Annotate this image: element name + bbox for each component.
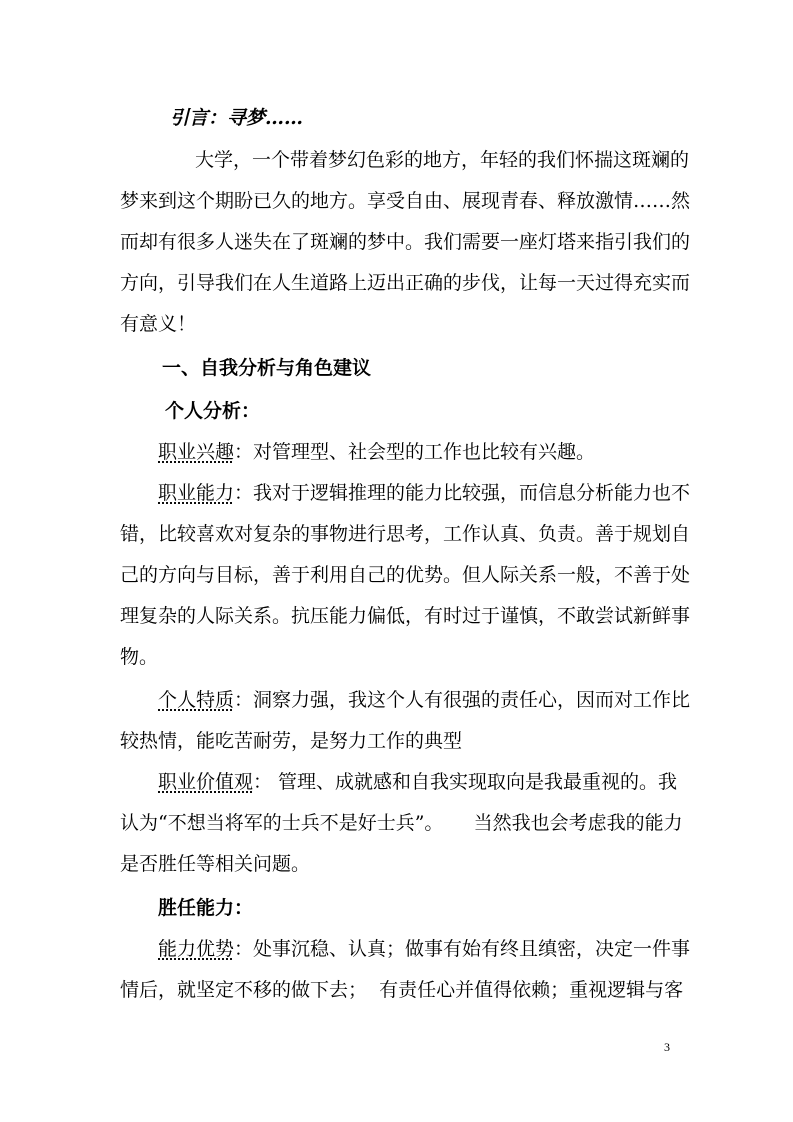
subsection-heading: 胜任能力： [158, 897, 254, 919]
intro-title: 引言：寻梦…… [170, 107, 304, 129]
personal-traits-text: ：洞察力强，我这个人有很强的责任心，因而对工作比 [234, 689, 691, 711]
intro-paragraph-line: 有意义！ [120, 313, 197, 335]
career-values-line: 认为“不想当将军的士兵不是好士兵”。 当然我也会考虑我的能力 [120, 812, 683, 834]
career-ability-paragraph [158, 481, 691, 505]
page-number: 3 [664, 1040, 670, 1054]
career-values-paragraph [158, 770, 680, 794]
personal-traits-label: 个人特质 [158, 689, 235, 711]
intro-paragraph-line: 大学，一个带着梦幻色彩的地方，年轻的我们怀揣这斑斓的 [195, 149, 690, 171]
career-interest-paragraph [158, 440, 680, 464]
personal-traits-line: 较热情，能吃苦耐劳，是努力工作的典型 [120, 730, 463, 752]
career-ability-label: 职业能力 [158, 482, 235, 504]
career-ability-line: 错，比较喜欢对复杂的事物进行思考，工作认真、负责。善于规划自 [120, 523, 691, 545]
career-interest-label: 职业兴趣 [158, 441, 235, 463]
ability-strength-paragraph [158, 937, 691, 961]
ability-strength-label: 能力优势 [158, 938, 235, 960]
career-values-label: 职业价值观 [158, 771, 254, 793]
ability-strength-line: 情后，就坚定不移的做下去； 有责任心并值得依赖；重视逻辑与客 [120, 979, 684, 1001]
ability-strength-text: ：处事沉稳、认真；做事有始有终且缜密，决定一件事 [234, 938, 691, 960]
career-ability-line: 物。 [120, 646, 159, 668]
personal-traits-paragraph [158, 688, 691, 712]
career-ability-line: 理复杂的人际关系。抗压能力偏低，有时过于谨慎，不敢尝试新鲜事 [120, 605, 691, 627]
career-values-text: ： 管理、成就感和自我实现取向是我最重视的。我 [253, 771, 678, 793]
career-ability-text: ：我对于逻辑推理的能力比较强，而信息分析能力也不 [234, 482, 691, 504]
career-interest-text: ：对管理型、社会型的工作也比较有兴趣。 [234, 441, 596, 463]
section-heading: 一、自我分析与角色建议 [162, 357, 372, 379]
intro-paragraph-line: 方向，引导我们在人生道路上迈出正确的步伐，让每一天过得充实而 [120, 272, 691, 294]
intro-paragraph-line: 梦来到这个期盼已久的地方。享受自由、展现青春、释放激情……然 [120, 190, 691, 212]
career-values-line: 是否胜任等相关问题。 [120, 853, 311, 875]
subsection-heading: 个人分析： [165, 400, 261, 422]
career-ability-line: 己的方向与目标，善于利用自己的优势。但人际关系一般，不善于处 [120, 564, 691, 586]
intro-paragraph-line: 而却有很多人迷失在了斑斓的梦中。我们需要一座灯塔来指引我们的 [120, 231, 691, 253]
